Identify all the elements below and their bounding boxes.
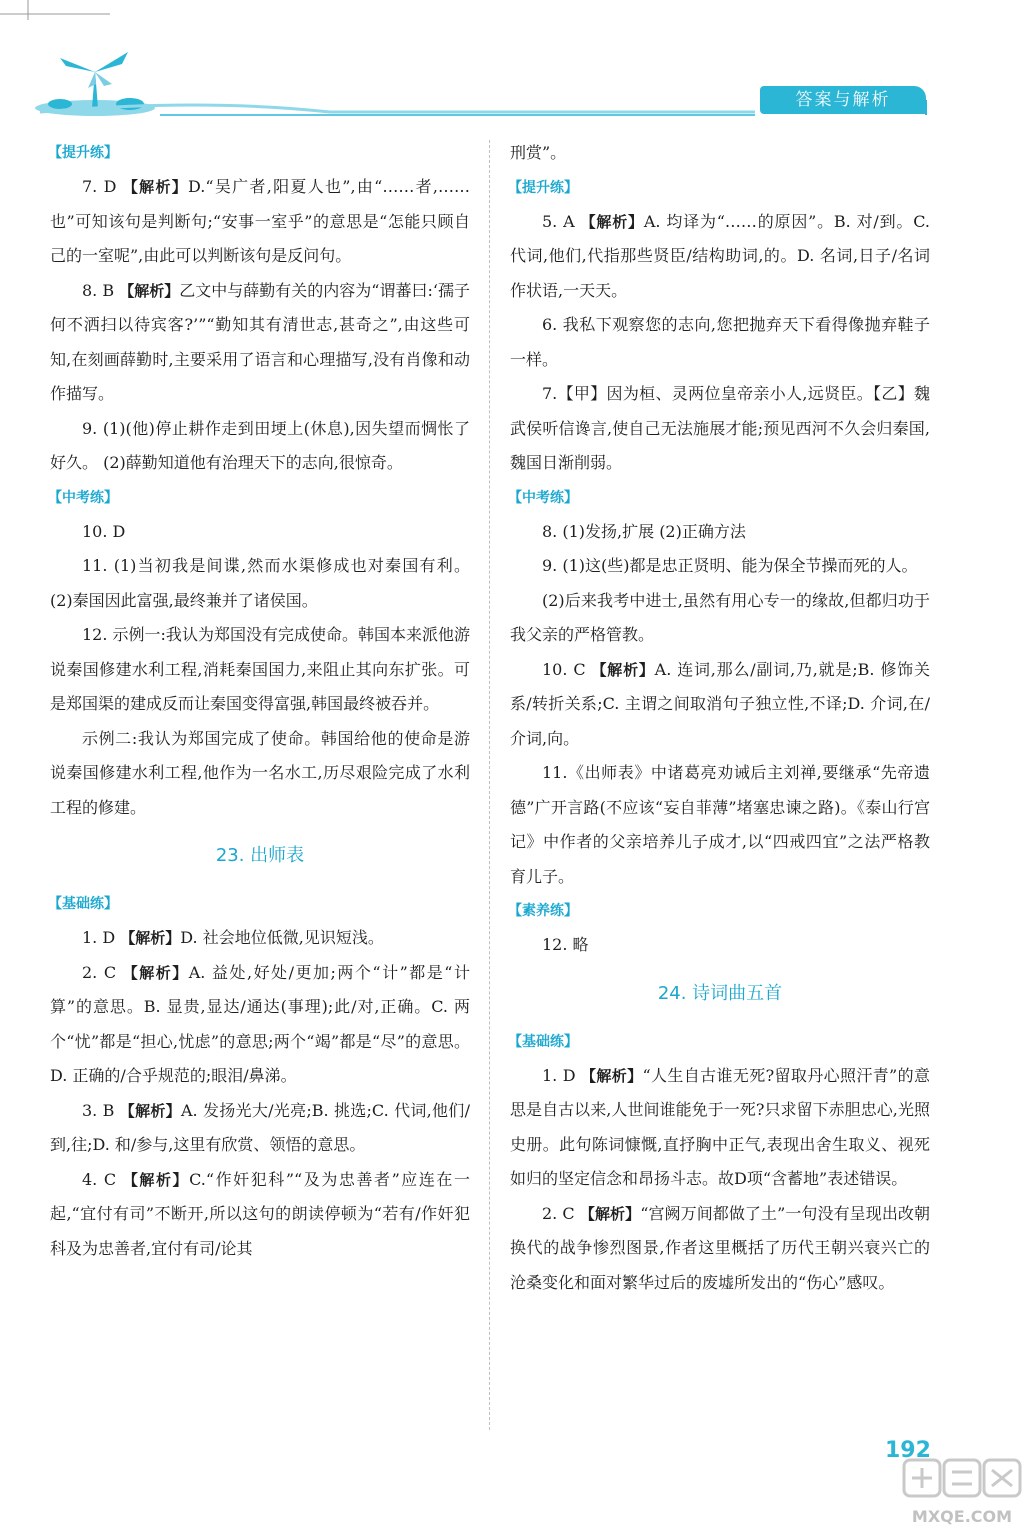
answer-item [510, 1059, 930, 1197]
answer-text: 11.《出师表》中诸葛亮劝诫后主刘禅,要继承“先帝遗德”广开言路(不应该“妄自菲薄”堵塞忠谏之路)。《泰山行宫记》中作者的父亲培养儿子成才,以“四戒四宜”之法严格教育儿子。 [510, 763, 930, 886]
answer-item [50, 1163, 470, 1267]
answer-item [510, 308, 930, 377]
answer-number: 4. C [82, 1169, 117, 1189]
section-badge: 【 提升练 】 [506, 178, 580, 198]
answer-text: 乙文中与薛勤有关的内容为“谓蕃曰:‘孺子何不洒扫以待宾客?’”“勤知其有清世志,甚奇之”,由这些可知,在刻画薛勤时,主要采用了语言和心理描写,没有肖像和动作描写。 [50, 280, 470, 403]
answer-text: “宫阙万间都做了土”一句没有呈现出改朝换代的战争惨烈图景,作者这里概括了历代王朝兴衰兴亡的沧桑变化和面对繁华过后的废墟所发出的“伤心”感叹。 [510, 1203, 930, 1292]
analysis-label: 【解析】 [580, 212, 644, 231]
answer-text: 12. 略 [542, 935, 589, 954]
answer-item [510, 205, 930, 309]
corner-crop-marks [0, 0, 110, 20]
section-badge: 【 中考练 】 [46, 488, 120, 508]
section-badge-row [510, 481, 930, 515]
header-tag: 答案与解析 [760, 86, 926, 114]
section-badge-row [50, 481, 470, 515]
answer-item [50, 1094, 470, 1163]
svg-text:MXQE.COM: MXQE.COM [911, 1507, 1013, 1526]
answer-item [50, 956, 470, 1094]
answer-item [510, 549, 930, 584]
answer-text: 9. (1)这(些)都是忠正贤明、能为保全节操而死的人。 [542, 556, 918, 575]
section-badge-row [510, 894, 930, 928]
section-badge-row [50, 136, 470, 170]
answer-item [50, 412, 470, 481]
analysis-label: 【解析】 [122, 963, 189, 982]
answer-number: 10. C [542, 659, 586, 679]
section-badge: 【 素养练 】 [506, 901, 580, 921]
answer-item [510, 136, 930, 171]
answer-text: C.“作奸犯科”“及为忠善者”应连在一起,“宜付有司”不断开,所以这句的朗读停顿为“若有/作奸犯科及为忠善者,宜付有司/论其 [50, 1169, 470, 1258]
answer-text: 6. 我私下观察您的志向,您把抛弃天下看得像抛弃鞋子一样。 [510, 315, 930, 369]
answer-item [510, 928, 930, 963]
answer-item [50, 274, 470, 412]
analysis-label: 【解析】 [119, 1101, 181, 1120]
page-number: 192 [885, 1438, 931, 1463]
analysis-label: 【解析】 [122, 178, 189, 196]
answer-number: 1. D [542, 1065, 576, 1085]
answer-number: 3. B [82, 1100, 115, 1120]
answer-text: A. 均译为“……的原因”。B. 对/到。C. 代词,他们,代指那些贤臣/结构助词,的。D. 名词,日子/名词作状语,一天天。 [510, 211, 930, 300]
answer-text: A. 连词,那么/副词,乃,就是;B. 修饰关系/转折关系;C. 主谓之间取消句子独立性,不译;D. 介词,在/介词,向。 [510, 659, 930, 748]
answer-text: D. 社会地位低微,见识短浅。 [180, 928, 384, 947]
answer-item [510, 1197, 930, 1301]
answer-item [510, 756, 930, 894]
answer-number: 5. A [542, 211, 575, 231]
answer-number: 7. D [82, 177, 117, 196]
answer-item [510, 515, 930, 550]
section-badge: 【 基础练 】 [506, 1032, 580, 1052]
answer-text: A. 发扬光大/光亮;B. 挑选;C. 代词,他们/到,往;D. 和/参与,这里有欣赏、领悟的意思。 [50, 1100, 470, 1154]
answer-number: 2. C [82, 962, 117, 982]
answer-number: 8. B [82, 280, 115, 300]
analysis-label: 【解析】 [579, 1204, 641, 1223]
answer-item [510, 653, 930, 757]
lesson-title: 23. 出师表 [215, 845, 305, 866]
answer-text: 刑赏”。 [510, 143, 567, 162]
section-badge-row [510, 1025, 930, 1059]
answer-item [50, 921, 470, 956]
analysis-label: 【解析】 [591, 660, 655, 679]
section-badge: 【 提升练 】 [46, 143, 120, 163]
answer-text: 9. (1)(他)停止耕作走到田埂上(休息),因失望而惆怅了好久。 (2)薛勤知道他有治理天下的志向,很惊奇。 [50, 418, 470, 472]
answer-number: 1. D [82, 928, 116, 947]
page-header [0, 0, 1033, 130]
answer-item [510, 377, 930, 481]
answer-item [50, 515, 470, 550]
answer-text: 8. (1)发扬,扩展 (2)正确方法 [542, 521, 746, 541]
analysis-label: 【解析】 [122, 1170, 190, 1189]
section-badge: 【 基础练 】 [46, 894, 120, 914]
analysis-label: 【解析】 [120, 929, 181, 947]
answer-text: 示例二:我认为郑国完成了使命。韩国给他的使命是游说秦国修建水利工程,他作为一名水工,历尽艰险完成了水利工程的修建。 [50, 728, 470, 817]
answer-text: D.“吴广者,阳夏人也”,由“……者,……也”可知该句是判断句;“安事一室乎”的意思是“怎能只顾自己的一室呢”,由此可以判断该句是反问句。 [50, 177, 470, 265]
answer-number: 2. C [542, 1203, 575, 1223]
right-column [510, 136, 930, 1300]
answer-text: 11. (1)当初我是间谍,然而水渠修成也对秦国有利。 (2)秦国因此富强,最终兼并了诸侯国。 [50, 556, 470, 610]
section-badge-row [50, 887, 470, 921]
answer-text: A. 益处,好处/更加;两个“计”都是“计算”的意思。B. 显贵,显达/通达(事理);此/对,正确。C. 两个“忧”都是“担心,忧虑”的意思;两个“竭”都是“尽”的意思。D. 正确的/合乎规范的;眼泪/鼻涕。 [50, 962, 470, 1085]
section-badge-row [510, 171, 930, 205]
answer-text: 7.【甲】因为桓、灵两位皇帝亲小人,远贤臣。【乙】魏武侯听信谗言,使自己无法施展才能;预见西河不久会归秦国,魏国日渐削弱。 [510, 384, 930, 472]
section-badge: 【 中考练 】 [506, 488, 580, 508]
answer-item [50, 170, 470, 274]
answer-item [510, 584, 930, 653]
answer-text: “人生自古谁无死?留取丹心照汗青”的意思是自古以来,人世间谁能免于一死?只求留下赤胆忠心,光照史册。此句陈词慷慨,直抒胸中正气,表现出舍生取义、视死如归的坚定信念和昂扬斗志。故D项“含蓄地”表述错误。 [510, 1065, 930, 1188]
answer-item [50, 722, 470, 826]
watermark-logo [900, 1456, 1025, 1530]
column-divider [489, 140, 490, 1430]
left-column [50, 136, 470, 1266]
answer-text: (2)后来我考中进士,虽然有用心专一的缘故,但都归功于我父亲的严格管教。 [510, 590, 930, 644]
answer-text: 12. 示例一:我认为郑国没有完成使命。韩国本来派他游说秦国修建水利工程,消耗秦国国力,来阻止其向东扩张。可是郑国渠的建成反而让秦国变得富强,韩国最终被吞并。 [50, 625, 470, 713]
analysis-label: 【解析】 [581, 1066, 643, 1085]
answer-text: 10. D [82, 521, 126, 541]
answer-item [50, 549, 470, 618]
analysis-label: 【解析】 [119, 281, 180, 300]
answer-item [50, 618, 470, 722]
lesson-title: 24. 诗词曲五首 [657, 982, 783, 1004]
